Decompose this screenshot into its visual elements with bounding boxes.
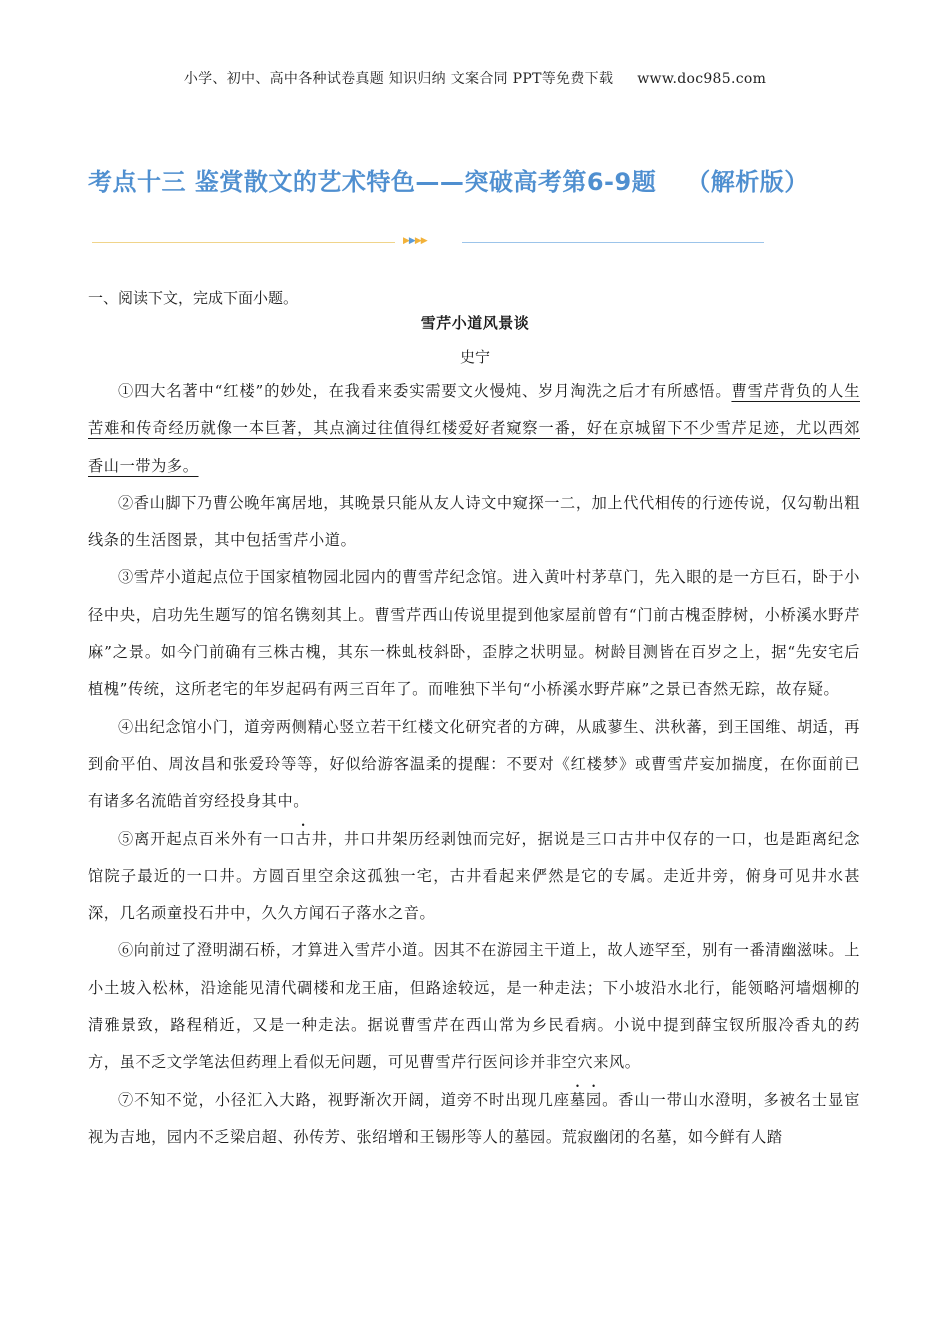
paragraph-7-before: ⑦不知不觉，小径汇入大路，视野渐次开阔，道旁不时出现几座: [118, 1090, 570, 1109]
paragraph-7: [88, 1082, 860, 1157]
paragraph-5: [88, 821, 860, 933]
divider-line-right: [462, 242, 764, 243]
paragraph-6: ⑥向前过了澄明湖石桥，才算进入雪芹小道。因其不在游园主干道上，故人迹罕至，别有一番清幽滋味。上小土坡入松林，沿途能见清代碉楼和龙王庙，但路途较远，是一种走法；下小坡沿水北行，能领略河墙烟柳的清雅景致，路程稍近，又是一种走法。据说曹雪芹在西山常为乡民看病。小说中提到薛宝钗所服冷香丸的药方，虽不乏文学笔法但药理上看似无问题，可见曹雪芹行医问诊并非空穴来风。: [88, 941, 861, 1072]
site-tagline: 小学、初中、高中各种试卷真题 知识归纳 文案合同 PPT等免费下载: [183, 71, 614, 87]
document-title-suffix: （解析版）: [686, 168, 809, 196]
site-header: [0, 68, 950, 88]
paragraph-1-text: ①四大名著中“红楼”的妙处，在我看来委实需要文火慢炖、岁月淘洗之后才有所感悟。: [118, 382, 732, 400]
paragraph-5-after: 井，井口井架历经剥蚀而完好，据说是三口古井中仅存的一口，也是距离纪念馆院子最近的一口井。方圆百里空余这孤独一宅，古井看起来俨然是它的专属。走近井旁，俯身可见井水甚深，几名顽童投石井中，久久方闻石子落水之音。: [88, 829, 860, 923]
essay-title: 雪芹小道风景谈: [420, 314, 530, 332]
section-label: 一、阅读下文，完成下面小题。: [88, 289, 299, 307]
paragraph-2: ②香山脚下乃曹公晚年寓居地，其晚景只能从友人诗文中窥探一二，加上代代相传的行迹传说，仅勾勒出粗线条的生活图景，其中包括雪芹小道。: [88, 493, 861, 550]
emphasized-word: 古: [295, 829, 312, 848]
document-title-main: 考点十三 鉴赏散文的艺术特色——突破高考第6-9题: [88, 168, 657, 196]
paragraph-1: [88, 373, 860, 485]
emphasized-word: 墓园: [569, 1090, 603, 1109]
essay-body: [88, 373, 860, 1156]
document-title: [88, 162, 888, 197]
arrow-ornament-icon: ▶▶▶▶: [403, 236, 427, 246]
paragraph-4: ④出纪念馆小门，道旁两侧精心竖立若干红楼文化研究者的方碑，从戚蓼生、洪秋蕃，到王国维、胡适，再到俞平伯、周汝昌和张爱玲等等，好似给游客温柔的提醒：不要对《红楼梦》或曹雪芹妄加揣度，在你面前已有诸多名流皓首穷经投身其中。: [88, 717, 861, 811]
underlined-sentence: 曹雪芹背负的人生苦难和传奇经历就像一本巨著，其点滴过往值得红楼爱好者窥察一番，好在京城留下不少雪芹足迹，尤以西郊香山一带为多。: [88, 382, 860, 475]
essay-author: 史宁: [459, 348, 490, 366]
paragraph-3: ③雪芹小道起点位于国家植物园北园内的曹雪芹纪念馆。进入黄叶村茅草门，先入眼的是一方巨石，卧于小径中央，启功先生题写的馆名镌刻其上。曹雪芹西山传说里提到他家屋前曾有“门前古槐歪脖树，小桥溪水野芹麻”之景。如今门前确有三株古槐，其东一株虬枝斜卧，歪脖之状明显。树龄目测皆在百岁之上，据“先安宅后植槐”传统，这所老宅的年岁起码有两三百年了。而唯独下半句“小桥溪水野芹麻”之景已杳然无踪，故存疑。: [88, 568, 861, 699]
paragraph-5-before: ⑤离开起点百米外有一口: [118, 829, 296, 848]
site-url[interactable]: www.doc985.com: [637, 71, 767, 87]
paragraph-7-after: 。香山一带山水澄明，多被名士显宦视为吉地，园内不乏梁启超、孙传芳、张绍增和王锡彤等人的墓园。荒寂幽闭的名墓，如今鲜有人踏: [88, 1090, 860, 1146]
title-divider: [0, 236, 950, 248]
divider-line-left: [92, 242, 395, 243]
